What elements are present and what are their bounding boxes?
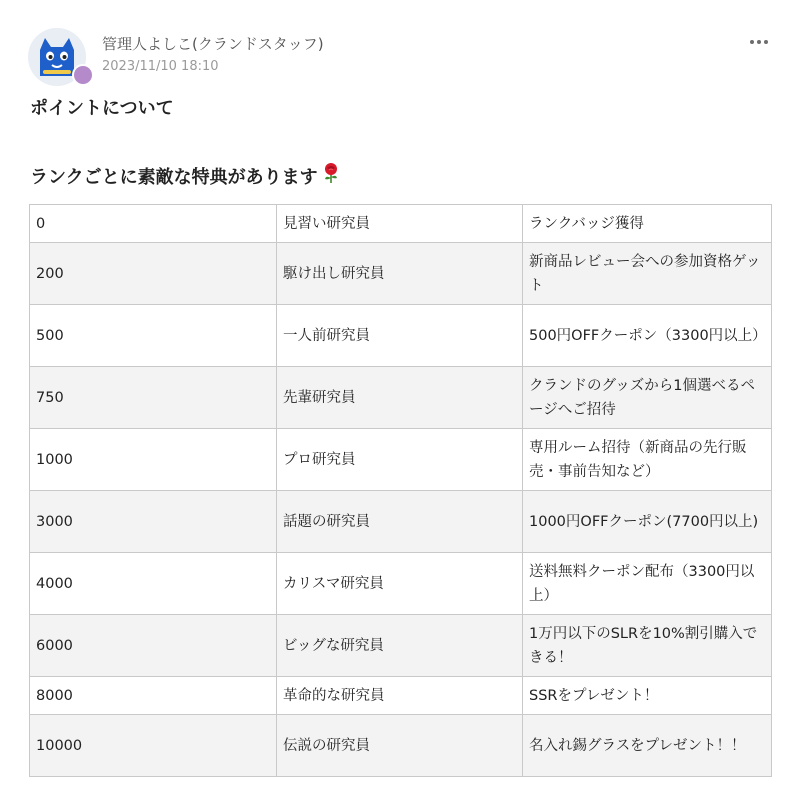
- points-cell: 6000: [30, 615, 277, 677]
- benefit-cell: 1000円OFFクーポン(7700円以上): [523, 491, 772, 553]
- rank-name-cell: 見習い研究員: [277, 205, 523, 243]
- table-row: [30, 491, 772, 553]
- rank-name-cell: プロ研究員: [277, 429, 523, 491]
- more-options-button[interactable]: [745, 30, 773, 54]
- table-row: [30, 429, 772, 491]
- benefit-cell: SSRをプレゼント！: [523, 677, 772, 715]
- points-cell: 500: [30, 305, 277, 367]
- section-heading: [30, 162, 341, 189]
- table-row: [30, 367, 772, 429]
- rank-name-cell: 駆け出し研究員: [277, 243, 523, 305]
- rank-name-cell: 伝説の研究員: [277, 715, 523, 777]
- section-heading-text: ランクごとに素敵な特典があります: [30, 166, 318, 188]
- points-cell: 4000: [30, 553, 277, 615]
- more-horizontal-icon: [750, 40, 754, 44]
- rank-name-cell: 一人前研究員: [277, 305, 523, 367]
- table-row: [30, 305, 772, 367]
- points-cell: 200: [30, 243, 277, 305]
- rank-name-cell: 話題の研究員: [277, 491, 523, 553]
- table-row: [30, 553, 772, 615]
- rank-name-cell: カリスマ研究員: [277, 553, 523, 615]
- points-cell: 3000: [30, 491, 277, 553]
- table-row: [30, 677, 772, 715]
- rank-name-cell: ビッグな研究員: [277, 615, 523, 677]
- benefit-cell: 1万円以下のSLRを10%割引購入できる！: [523, 615, 772, 677]
- post-title: ポイントについて: [30, 98, 174, 119]
- benefit-cell: クランドのグッズから1個選べるページへご招待: [523, 367, 772, 429]
- rank-name-cell: 革命的な研究員: [277, 677, 523, 715]
- rose-icon: [321, 162, 341, 189]
- points-cell: 8000: [30, 677, 277, 715]
- benefit-cell: 500円OFFクーポン（3300円以上）: [523, 305, 772, 367]
- table-row: [30, 243, 772, 305]
- points-cell: 750: [30, 367, 277, 429]
- table-row: [30, 715, 772, 777]
- benefit-cell: 名入れ錫グラスをプレゼント！！: [523, 715, 772, 777]
- rank-benefits-table: [29, 204, 772, 777]
- benefit-cell: ランクバッジ獲得: [523, 205, 772, 243]
- table-row: [30, 615, 772, 677]
- author-name[interactable]: 管理人よしこ(クランドスタッフ): [102, 35, 324, 53]
- benefit-cell: 送料無料クーポン配布（3300円以上）: [523, 553, 772, 615]
- post-timestamp: 2023/11/10 18:10: [102, 59, 219, 74]
- points-cell: 10000: [30, 715, 277, 777]
- role-badge-icon: [72, 64, 94, 86]
- table-row: [30, 205, 772, 243]
- benefit-cell: 専用ルーム招待（新商品の先行販売・事前告知など）: [523, 429, 772, 491]
- points-cell: 1000: [30, 429, 277, 491]
- points-cell: 0: [30, 205, 277, 243]
- benefit-cell: 新商品レビュー会への参加資格ゲット: [523, 243, 772, 305]
- rank-name-cell: 先輩研究員: [277, 367, 523, 429]
